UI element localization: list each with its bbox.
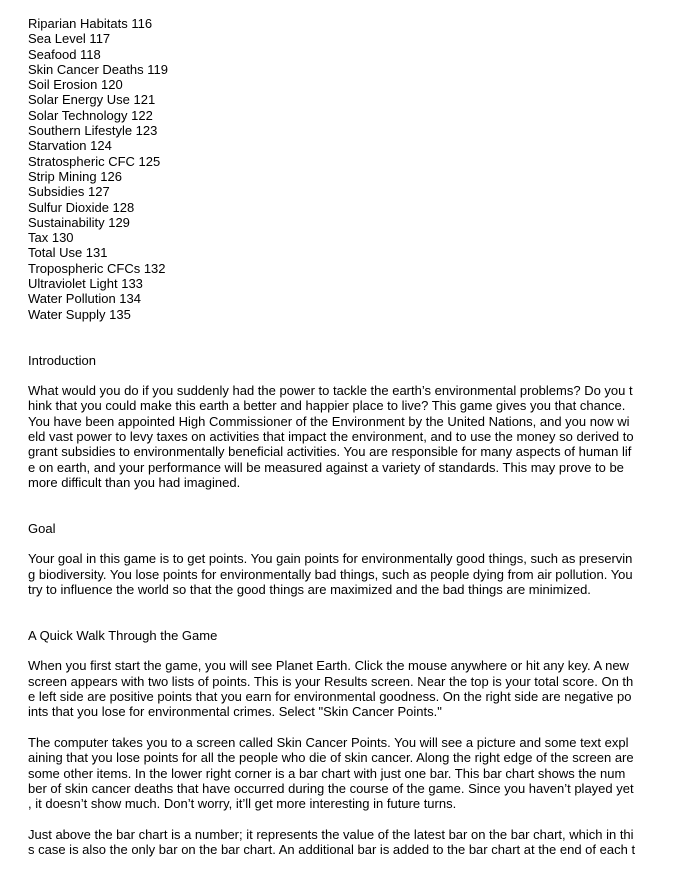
paragraph-line: s case is also the only bar on the bar chart. An additional bar is added to the bar chart at the end of each t — [28, 842, 636, 858]
index-entry: Solar Energy Use 121 — [28, 92, 156, 108]
paragraph — [28, 383, 658, 490]
spacer — [28, 643, 658, 658]
index-entry: Strip Mining 126 — [28, 168, 122, 184]
paragraph-line: Just above the bar chart is a number; it represents the value of the latest bar on the bar chart, which in thi — [28, 826, 634, 842]
paragraph-line: try to influence the world so that the good things are maximized and the bad things are minimized. — [28, 581, 591, 597]
paragraph-line: eld vast power to levy taxes on activities that impact the environment, and to use the money so derived to — [28, 429, 634, 445]
index-entry: Sulfur Dioxide 128 — [28, 199, 135, 215]
index-entry: Subsidies 127 — [28, 184, 110, 200]
paragraph-line: ber of skin cancer deaths that have occurred during the course of the game. Since you haven’t played yet — [28, 780, 634, 796]
paragraph — [28, 735, 658, 811]
index-entry: Tax 130 — [28, 230, 74, 246]
paragraph-line: g biodiversity. You lose points for environmentally bad things, such as people dying from air pollution. You — [28, 566, 633, 582]
paragraph-line: When you first start the game, you will see Planet Earth. Click the mouse anywhere or hit any key. A new — [28, 658, 629, 674]
index-entry: Ultraviolet Light 133 — [28, 276, 143, 292]
paragraph — [28, 827, 658, 858]
paragraph-line: aining that you lose points for all the people who die of skin cancer. Along the right edge of the screen are — [28, 750, 634, 766]
section-heading: Goal — [28, 520, 56, 536]
paragraph-line: screen appears with two lists of points. This is your Results screen. Near the top is your total score. On th — [28, 673, 634, 689]
section-goal — [28, 521, 658, 597]
index-entry: Stratospheric CFC 125 — [28, 153, 161, 169]
index-entry: Soil Erosion 120 — [28, 77, 123, 93]
index-entry: Riparian Habitats 116 — [28, 16, 153, 31]
index-entry: Skin Cancer Deaths 119 — [28, 61, 168, 77]
spacer — [28, 720, 658, 735]
paragraph-line: The computer takes you to a screen called Skin Cancer Points. You will see a picture and some text expl — [28, 734, 629, 750]
index-entry: Water Supply 135 — [28, 306, 131, 322]
section-walkthrough — [28, 628, 658, 857]
spacer — [28, 368, 658, 383]
paragraph-line: , it doesn’t show much. Don’t worry, it’ll get more interesting in future turns. — [28, 796, 457, 812]
paragraph-line: more difficult than you had imagined. — [28, 474, 241, 490]
paragraph-line: grant subsidies to environmentally beneficial activities. You are responsible for many aspects of human lif — [28, 444, 632, 460]
index-entry: Total Use 131 — [28, 245, 108, 261]
paragraph-line: e on earth, and your performance will be measured against a variety of standards. This may prove to be — [28, 459, 624, 475]
spacer — [28, 811, 658, 826]
section-heading: Introduction — [28, 352, 96, 368]
index-entry: Southern Lifestyle 123 — [28, 123, 158, 139]
paragraph-line: some other items. In the lower right corner is a bar chart with just one bar. This bar chart shows the num — [28, 765, 626, 781]
section-heading: A Quick Walk Through the Game — [28, 627, 218, 643]
paragraph-line: e left side are positive points that you earn for environmental goodness. On the right side are negative po — [28, 689, 632, 705]
index-entry: Solar Technology 122 — [28, 107, 153, 123]
paragraph — [28, 658, 658, 719]
section-introduction — [28, 353, 658, 491]
index-entry: Seafood 118 — [28, 46, 101, 62]
paragraph-line: You have been appointed High Commissioner of the Environment by the United Nations, and you now wi — [28, 413, 630, 429]
spacer — [28, 597, 658, 628]
document-page — [28, 16, 658, 857]
index-entry: Sustainability 129 — [28, 214, 130, 230]
index-entry: Tropospheric CFCs 132 — [28, 260, 166, 276]
spacer — [28, 536, 658, 551]
paragraph-line: ints that you lose for environmental crimes. Select "Skin Cancer Points." — [28, 704, 442, 720]
paragraph-line: Your goal in this game is to get points. You gain points for environmentally good things, such as preservin — [28, 551, 633, 567]
paragraph-line: hink that you could make this earth a better and happier place to live? This game gives you that chance. — [28, 398, 626, 414]
index-entry: Sea Level 117 — [28, 31, 111, 47]
paragraph — [28, 551, 658, 597]
paragraph-line: What would you do if you suddenly had the power to tackle the earth’s environmental problems? Do you t — [28, 383, 633, 399]
index-entry: Water Pollution 134 — [28, 291, 141, 307]
spacer — [28, 322, 658, 353]
index-entry: Starvation 124 — [28, 138, 112, 154]
index-list — [28, 16, 658, 322]
spacer — [28, 490, 658, 521]
